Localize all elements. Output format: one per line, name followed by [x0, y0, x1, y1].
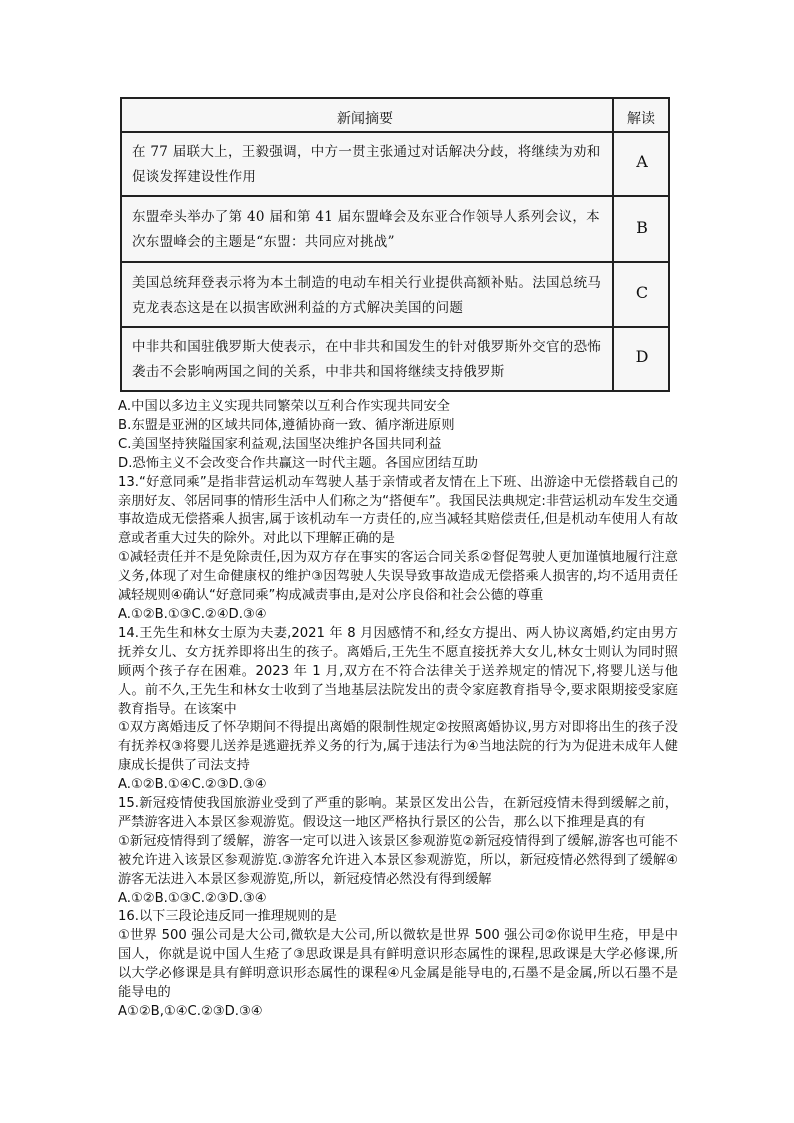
table-row-text: 中非共和国驻俄罗斯大使表示，在中非共和国发生的针对俄罗斯外交官的恐怖袭击不会影响两国之间的关系，中非共和国将继续支持俄罗斯 — [132, 339, 602, 380]
table-row-text: 在 77 届联大上，王毅强调，中方一贯主张通过对话解决分歧，将继续为劝和促谈发挥建设性作用 — [132, 144, 601, 185]
q13-stem: 13.“好意同乘”是指非营运机动车驾驶人基于亲情或者友情在上下班、出游途中无偿搭载自己的亲朋好友、邻居同事的情形生活中人们称之为“搭便车”。我国民法典规定:非营运机动车发生交通事故造成无偿搭乘人损害,属于该机动车一方责任的,应当减轻其赔偿责任,但是机动车使用人有故意或者重大过失的除外。对此以下理解正确的是 — [118, 474, 678, 547]
table-row-label: A — [636, 152, 648, 171]
table-row-text: 美国总统拜登表示将为本土制造的电动车相关行业提供高额补贴。法国总统马克龙表态这是在以损害欧洲利益的方式解决美国的问题 — [132, 275, 602, 316]
table-row — [122, 133, 668, 197]
table-row-label: C — [635, 283, 649, 302]
table-header-row — [122, 99, 668, 133]
q16-stem: 16.以下三段论违反同一推理规则的是 — [118, 909, 337, 925]
table-row-label: D — [635, 347, 649, 366]
q15-statements: ①新冠疫情得到了缓解，游客一定可以进入该景区参观游览②新冠疫情得到了缓解,游客也可能不被允许进入该景区参观游览.③游客允许进入本景区参观游览，所以，新冠疫情必然得到了缓解④游客无法进入本景区参观游览,所以，新冠疫情必然没有得到缓解 — [118, 833, 678, 887]
q14-stem: 14.王先生和林女士原为夫妻,2021 年 8 月因感情不和,经女方提出、两人协议离婚,约定由男方抚养女儿、女方抚养即将出生的孩子。离婚后,王先生不愿直接抚养大女儿,林女士则认为同时照顾两个孩子存在困难。2023 年 1 月,双方在不符合法律关于送养规定的情况下,将婴儿送与他人。前不久,王先生和林女士收到了当地基层法院发出的责令家庭教育指导令,要求限期接受家庭教育指导。在该案中 — [118, 625, 678, 717]
q12-option-a: A.中国以多边主义实现共同繁荣以互利合作实现共同安全 — [118, 399, 451, 414]
table-row — [122, 328, 668, 390]
q16-statements: ①世界 500 强公司是大公司,微软是大公司,所以微软是世界 500 强公司②你说甲生疮，甲是中国人，你就是说中国人生疮了③思政课是具有鲜明意识形态属性的课程,思政课是大学必修课,所以大学必修课是具有鲜明意识形态属性的课程④凡金属是能导电的,石墨不是金属,所以石墨不是能导电的 — [118, 928, 678, 1001]
q12-option-c: C.美国坚持狭隘国家利益观,法国坚决维护各国共同利益 — [118, 436, 442, 452]
table-row — [122, 197, 668, 263]
q15-options: A.①②B.①③C.②③D.③④ — [118, 890, 267, 906]
q15-stem: 15.新冠疫情使我国旅游业受到了严重的影响。某景区发出公告，在新冠疫情未得到缓解之前，严禁游客进入本景区参观游览。假设这一地区严格执行景区的公告，那么以下推理是真的有 — [118, 796, 678, 830]
table-row-label: B — [636, 218, 648, 237]
q12-option-b: B.东盟是亚洲的区域共同体,遵循协商一致、循序渐进原则 — [118, 417, 455, 433]
question-content — [118, 398, 678, 1022]
q12-option-d: D.恐怖主义不会改变合作共赢这一时代主题。各国应团结互助 — [118, 455, 479, 471]
q14-options: A.①②B.①④C.②③D.③④ — [118, 777, 267, 793]
table-header-summary: 新闻摘要 — [337, 111, 393, 127]
q13-options: A.①②B.①③C.②④D.③④ — [118, 606, 267, 622]
q16-options: A①②B,①④C.②③D.③④ — [118, 1004, 263, 1019]
q14-statements: ①双方离婚违反了怀孕期间不得提出离婚的限制性规定②按照离婚协议,男方对即将出生的孩子没有抚养权③将婴儿送养是逃避抚养义务的行为,属于违法行为④当地法院的行为为促进未成年人健康成长提供了司法支持 — [118, 720, 678, 774]
q13-statements: ①减轻责任并不是免除责任,因为双方存在事实的客运合同关系②督促驾驶人更加谨慎地履行注意义务,体现了对生命健康权的维护③因驾驶人失误导致事故造成无偿搭乘人损害的,均不适用责任减轻规则④确认“好意同乘”构成减责事由,是对公序良俗和社会公德的尊重 — [118, 550, 678, 604]
table-row-text: 东盟牵头举办了第 40 届和第 41 届东盟峰会及东亚合作领导人系列会议，本次东盟峰会的主题是“东盟：共同应对挑战” — [132, 209, 600, 250]
table-header-reading: 解读 — [627, 111, 655, 127]
news-summary-table — [120, 97, 670, 392]
table-row — [122, 263, 668, 328]
